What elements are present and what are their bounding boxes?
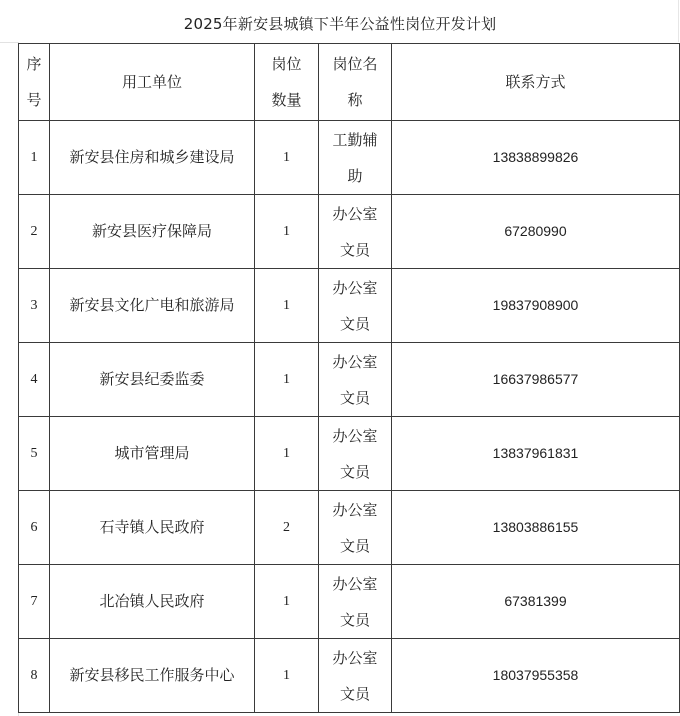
table-row bbox=[19, 195, 680, 269]
cell-seq: 2 bbox=[19, 195, 50, 269]
cell-unit: 新安县医疗保障局 bbox=[50, 195, 255, 269]
cell-post: 办公室文员 bbox=[319, 195, 392, 269]
cell-count: 1 bbox=[255, 343, 319, 417]
cell-post: 办公室文员 bbox=[319, 269, 392, 343]
cell-seq: 8 bbox=[19, 639, 50, 713]
table-row bbox=[19, 565, 680, 639]
cell-post: 工勤辅助 bbox=[319, 121, 392, 195]
header-seq: 序号 bbox=[19, 44, 50, 121]
cell-count: 1 bbox=[255, 195, 319, 269]
cell-contact: 16637986577 bbox=[392, 343, 680, 417]
sheet-gridline-top bbox=[0, 42, 18, 43]
cell-post: 办公室文员 bbox=[319, 565, 392, 639]
cell-contact: 13838899826 bbox=[392, 121, 680, 195]
cell-count: 1 bbox=[255, 417, 319, 491]
cell-unit: 城市管理局 bbox=[50, 417, 255, 491]
cell-unit: 新安县文化广电和旅游局 bbox=[50, 269, 255, 343]
cell-post: 办公室文员 bbox=[319, 639, 392, 713]
table-row bbox=[19, 121, 680, 195]
cell-count: 1 bbox=[255, 639, 319, 713]
cell-post: 办公室文员 bbox=[319, 417, 392, 491]
sheet-gridline-left bbox=[0, 42, 19, 716]
cell-unit: 新安县住房和城乡建设局 bbox=[50, 121, 255, 195]
header-contact: 联系方式 bbox=[392, 44, 680, 121]
cell-contact: 18037955358 bbox=[392, 639, 680, 713]
table-row bbox=[19, 343, 680, 417]
cell-seq: 7 bbox=[19, 565, 50, 639]
cell-seq: 1 bbox=[19, 121, 50, 195]
cell-seq: 5 bbox=[19, 417, 50, 491]
cell-count: 1 bbox=[255, 121, 319, 195]
cell-contact: 67381399 bbox=[392, 565, 680, 639]
table-header-row bbox=[19, 44, 680, 121]
cell-contact: 13803886155 bbox=[392, 491, 680, 565]
cell-post: 办公室文员 bbox=[319, 343, 392, 417]
cell-count: 1 bbox=[255, 269, 319, 343]
table-row bbox=[19, 491, 680, 565]
cell-unit: 新安县移民工作服务中心 bbox=[50, 639, 255, 713]
cell-count: 2 bbox=[255, 491, 319, 565]
table-row bbox=[19, 417, 680, 491]
cell-unit: 北冶镇人民政府 bbox=[50, 565, 255, 639]
header-unit: 用工单位 bbox=[50, 44, 255, 121]
cell-contact: 67280990 bbox=[392, 195, 680, 269]
job-plan-table bbox=[18, 43, 680, 713]
table-row bbox=[19, 269, 680, 343]
cell-seq: 3 bbox=[19, 269, 50, 343]
cell-unit: 新安县纪委监委 bbox=[50, 343, 255, 417]
cell-seq: 6 bbox=[19, 491, 50, 565]
document-title: 2025年新安县城镇下半年公益性岗位开发计划 bbox=[183, 15, 497, 33]
cell-post: 办公室文员 bbox=[319, 491, 392, 565]
cell-contact: 13837961831 bbox=[392, 417, 680, 491]
table-row bbox=[19, 639, 680, 713]
cell-count: 1 bbox=[255, 565, 319, 639]
cell-contact: 19837908900 bbox=[392, 269, 680, 343]
header-count: 岗位数量 bbox=[255, 44, 319, 121]
header-post: 岗位名称 bbox=[319, 44, 392, 121]
cell-seq: 4 bbox=[19, 343, 50, 417]
cell-unit: 石寺镇人民政府 bbox=[50, 491, 255, 565]
